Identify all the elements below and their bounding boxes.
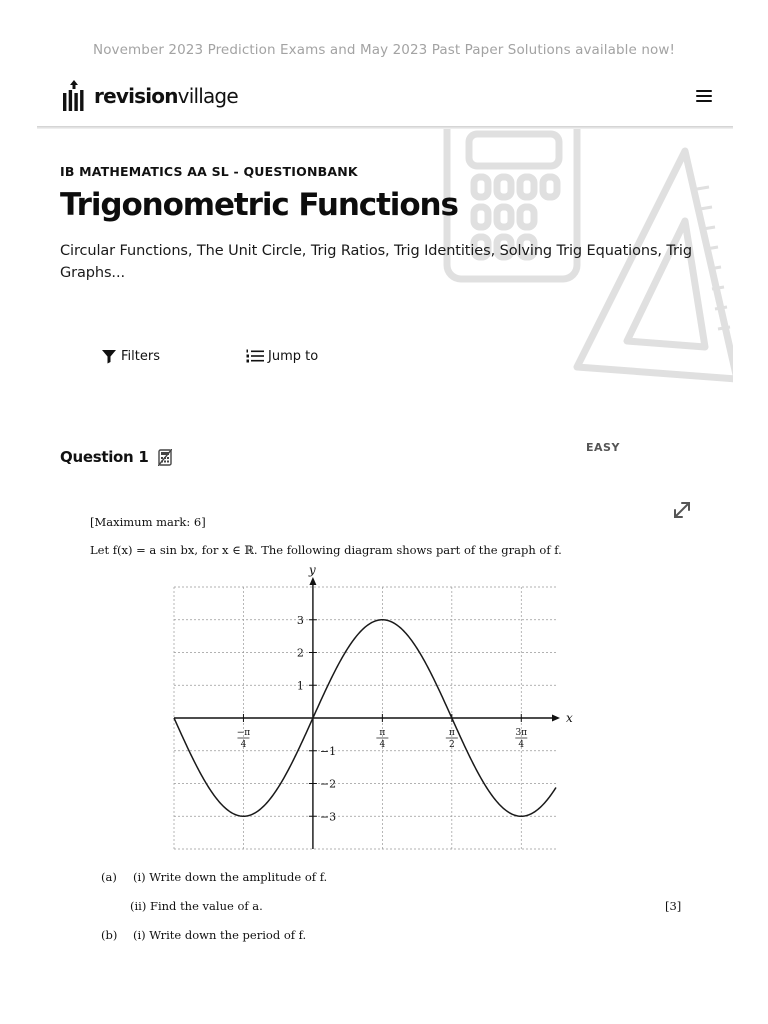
y-tick-label: −1: [319, 744, 337, 758]
question-header: [60, 448, 172, 466]
subject-label: IB MATHEMATICS AA SL - QUESTIONBANK: [60, 164, 358, 179]
part-a-i: (i) Write down the amplitude of f.: [133, 870, 328, 884]
x-tick-label-numerator: 3π: [515, 728, 528, 738]
filter-icon: [101, 348, 117, 364]
jump-to-label: Jump to: [268, 348, 319, 364]
x-tick-label-numerator: π: [448, 728, 455, 738]
y-tick-label: −3: [319, 810, 337, 824]
part-a-ii: (ii) Find the value of a.: [130, 899, 263, 913]
question-title: Question 1: [60, 448, 149, 466]
y-tick-label: 2: [296, 646, 304, 660]
x-tick-label-denominator: 4: [379, 740, 386, 750]
x-tick-label-numerator: π: [379, 728, 386, 738]
part-b-label: (b): [101, 928, 118, 942]
filters-button[interactable]: [101, 348, 160, 364]
y-tick-label: −2: [319, 777, 337, 791]
y-axis-label: y: [308, 565, 316, 577]
numbered-list-icon: [246, 348, 264, 364]
brand-name-bold: revision: [94, 84, 178, 108]
y-tick-label: 3: [296, 613, 304, 627]
revisionvillage-logo-icon: [62, 80, 86, 112]
expand-icon[interactable]: [672, 500, 692, 524]
part-b-i: (i) Write down the period of f.: [133, 928, 307, 942]
x-axis-label: x: [566, 711, 573, 725]
page-title: Trigonometric Functions: [60, 187, 458, 223]
x-tick-label-denominator: 4: [240, 740, 247, 750]
brand-logo[interactable]: [62, 80, 238, 112]
filters-label: Filters: [121, 348, 160, 364]
part-a-label: (a): [101, 870, 117, 884]
page-description: Circular Functions, The Unit Circle, Trig Ratios, Trig Identities, Solving Trig Equations, Trig Graphs...: [60, 243, 692, 281]
difficulty-badge: EASY: [586, 441, 620, 454]
y-tick-label: 1: [296, 679, 304, 693]
part-a-marks: [3]: [665, 899, 682, 913]
brand-name-light: village: [177, 84, 238, 108]
x-tick-label-numerator: −π: [236, 728, 251, 738]
jump-to-button[interactable]: [246, 348, 318, 364]
announcement-banner[interactable]: November 2023 Prediction Exams and May 2023 Past Paper Solutions available now!: [93, 42, 675, 58]
hamburger-menu-icon[interactable]: [696, 90, 712, 104]
maximum-mark: [Maximum mark: 6]: [90, 515, 206, 529]
question-stem: Let f(x) = a sin bx, for x ∈ ℝ. The following diagram shows part of the graph of f.: [90, 543, 562, 557]
sine-graph: [160, 565, 580, 855]
x-tick-label-denominator: 4: [518, 740, 525, 750]
brand-name: [94, 84, 238, 108]
y-axis-arrow: [309, 577, 316, 585]
x-axis-arrow: [552, 715, 560, 722]
navbar: [0, 70, 768, 128]
calculator-icon: [158, 449, 172, 466]
x-tick-label-denominator: 2: [448, 740, 455, 750]
